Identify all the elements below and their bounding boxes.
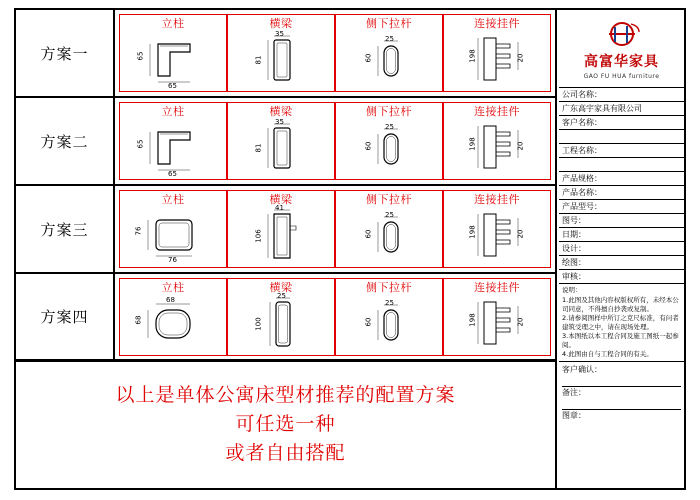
dim-value: 65 (168, 82, 177, 90)
dim-value: 106 (254, 229, 263, 243)
profile-cell-post (119, 278, 227, 356)
tb-row-project-value[interactable] (559, 158, 684, 172)
profile-drawing-beam (228, 118, 334, 179)
profile-cell-rod (335, 102, 443, 180)
dim-value: 76 (168, 256, 177, 264)
note-item: 4.此图由自与工程合同的有关。 (562, 350, 653, 358)
notes-header: 说明： (562, 286, 582, 294)
dim-value: 35 (275, 118, 284, 126)
profile-drawing-rod (336, 294, 442, 355)
profile-cell-rod (335, 190, 443, 268)
profile-title: 横梁 (269, 193, 293, 206)
profile-drawing-rod (336, 206, 442, 267)
profile-title: 侧下拉杆 (366, 280, 412, 294)
profile-title: 连接挂件 (474, 193, 520, 206)
dim-value: 20 (516, 53, 525, 63)
note-line-1: 以上是单体公寓床型材推荐的配置方案 (115, 383, 456, 406)
plan-row (16, 274, 555, 362)
profile-drawing-beam (228, 206, 334, 267)
dim-value: 20 (516, 229, 525, 239)
company-name-cn: 高富华家具 (584, 53, 659, 70)
dim-value: 65 (136, 139, 145, 149)
dim-value: 81 (254, 143, 263, 153)
profile-drawing-beam (228, 30, 334, 91)
profile-cell-post (119, 190, 227, 268)
profile-title: 立柱 (161, 193, 185, 206)
company-logo (559, 10, 684, 88)
dim-value: 100 (254, 316, 263, 331)
profile-title: 立柱 (161, 280, 185, 294)
dim-value: 20 (516, 141, 525, 151)
profile-title: 横梁 (269, 17, 293, 30)
tb-row-company-value: 广东高宇家具有限公司 (559, 102, 684, 116)
profile-drawing-post-square (120, 206, 226, 267)
profile-cell-bracket (443, 190, 551, 268)
profile-drawing-bracket (444, 30, 550, 91)
plan-label: 方案四 (16, 274, 115, 359)
profile-cell-beam (227, 14, 335, 92)
dim-value: 60 (364, 317, 373, 326)
dim-value: 65 (136, 51, 145, 61)
dim-value: 25 (385, 211, 394, 219)
tb-row-company-label: 公司名称： (559, 88, 684, 102)
profile-title: 横梁 (269, 105, 293, 118)
dim-value: 65 (168, 170, 177, 178)
tb-row-project-label[interactable]: 工程名称： (559, 144, 684, 158)
profile-title: 连接挂件 (474, 280, 520, 294)
profile-title: 侧下拉杆 (366, 193, 412, 206)
profile-drawing-rod (336, 118, 442, 179)
tb-row-design[interactable]: 设计： (559, 242, 684, 256)
profile-drawing-rod (336, 30, 442, 91)
profile-title: 侧下拉杆 (366, 17, 412, 30)
profile-cell-post (119, 102, 227, 180)
profile-title: 立柱 (161, 17, 185, 30)
drawing-frame (14, 8, 686, 490)
dim-value: 198 (468, 49, 477, 63)
tb-row-drawing-no[interactable]: 图号： (559, 214, 684, 228)
tb-row-check[interactable]: 审核： (559, 270, 684, 284)
profile-title: 连接挂件 (474, 17, 520, 30)
dim-value: 25 (277, 291, 286, 300)
profile-cell-rod (335, 278, 443, 356)
dim-value: 20 (516, 317, 525, 326)
dim-value: 35 (275, 30, 284, 38)
profile-cell-bracket (443, 14, 551, 92)
dim-value: 25 (385, 123, 394, 131)
tb-row-date[interactable]: 日期： (559, 228, 684, 242)
profile-cell-rod (335, 14, 443, 92)
signature-area (559, 362, 684, 458)
legal-notes (559, 284, 684, 362)
profile-drawing-bracket (444, 206, 550, 267)
tb-row-product-name[interactable]: 产品名称： (559, 186, 684, 200)
dim-value: 25 (385, 35, 394, 43)
plan-label: 方案三 (16, 186, 115, 272)
profile-title: 连接挂件 (474, 105, 520, 118)
profile-cell-bracket (443, 278, 551, 356)
plan-label: 方案二 (16, 98, 115, 184)
plan-row (16, 10, 555, 98)
dim-value: 198 (468, 137, 477, 151)
tb-row-customer-value[interactable] (559, 130, 684, 144)
tb-row-customer-label[interactable]: 客户名称： (559, 116, 684, 130)
tb-row-product-model[interactable]: 产品型号： (559, 200, 684, 214)
bottom-note (16, 362, 555, 486)
remark-field[interactable]: 备注： (562, 387, 681, 410)
dim-value: 68 (134, 315, 143, 324)
dim-value: 41 (275, 204, 284, 212)
plan-items (115, 98, 555, 184)
profile-drawing-beam (228, 291, 334, 355)
profile-drawing-bracket (444, 294, 550, 355)
plan-label: 方案一 (16, 10, 115, 96)
note-line-3: 或者自由搭配 (225, 441, 346, 464)
profile-cell-beam (227, 190, 335, 268)
profile-cell-bracket (443, 102, 551, 180)
customer-confirm-field[interactable]: 客户确认： (562, 364, 681, 387)
dim-value: 198 (468, 312, 477, 327)
profile-drawing-post-round (120, 294, 226, 355)
note-item: 3.本图纸以本工程合同及施工图纸一起参阅。 (562, 332, 679, 349)
tb-row-spec[interactable]: 产品规格： (559, 172, 684, 186)
profile-drawing-post-l (120, 118, 226, 179)
plan-items (115, 10, 555, 96)
dim-value: 25 (385, 298, 394, 307)
plan-items (115, 186, 555, 272)
dim-value: 60 (364, 53, 373, 63)
company-name-en: GAO FU HUA furniture (583, 72, 660, 80)
profile-title: 侧下拉杆 (366, 105, 412, 118)
profile-title: 横梁 (269, 280, 293, 294)
dim-value: 60 (364, 141, 373, 151)
dim-value: 81 (254, 55, 263, 65)
plan-items (115, 274, 555, 359)
dim-value: 198 (468, 225, 477, 239)
profile-cell-beam (227, 102, 335, 180)
tb-row-draw[interactable]: 绘图： (559, 256, 684, 270)
plan-row (16, 186, 555, 274)
profile-drawing-bracket (444, 118, 550, 179)
dim-value: 68 (166, 295, 175, 304)
note-item: 2.请参阅图样中所订之克尺标准，有问者建筑受理之中，请在现场处理。 (562, 314, 679, 331)
profile-title: 立柱 (161, 105, 185, 118)
logo-mark-icon (601, 20, 643, 50)
plans-area (16, 10, 557, 488)
note-item: 1.此图及其他内容权版权所有，未经本公司同意，不得擅自抄袭或复制。 (562, 296, 679, 313)
seal-field[interactable]: 图章： (562, 411, 586, 420)
profile-drawing-post-l (120, 30, 226, 91)
dim-value: 76 (134, 226, 143, 236)
note-line-2: 可任选一种 (235, 412, 336, 435)
plan-row (16, 98, 555, 186)
profile-cell-beam (227, 278, 335, 356)
profile-cell-post (119, 14, 227, 92)
dim-value: 60 (364, 229, 373, 239)
title-block (559, 10, 684, 488)
